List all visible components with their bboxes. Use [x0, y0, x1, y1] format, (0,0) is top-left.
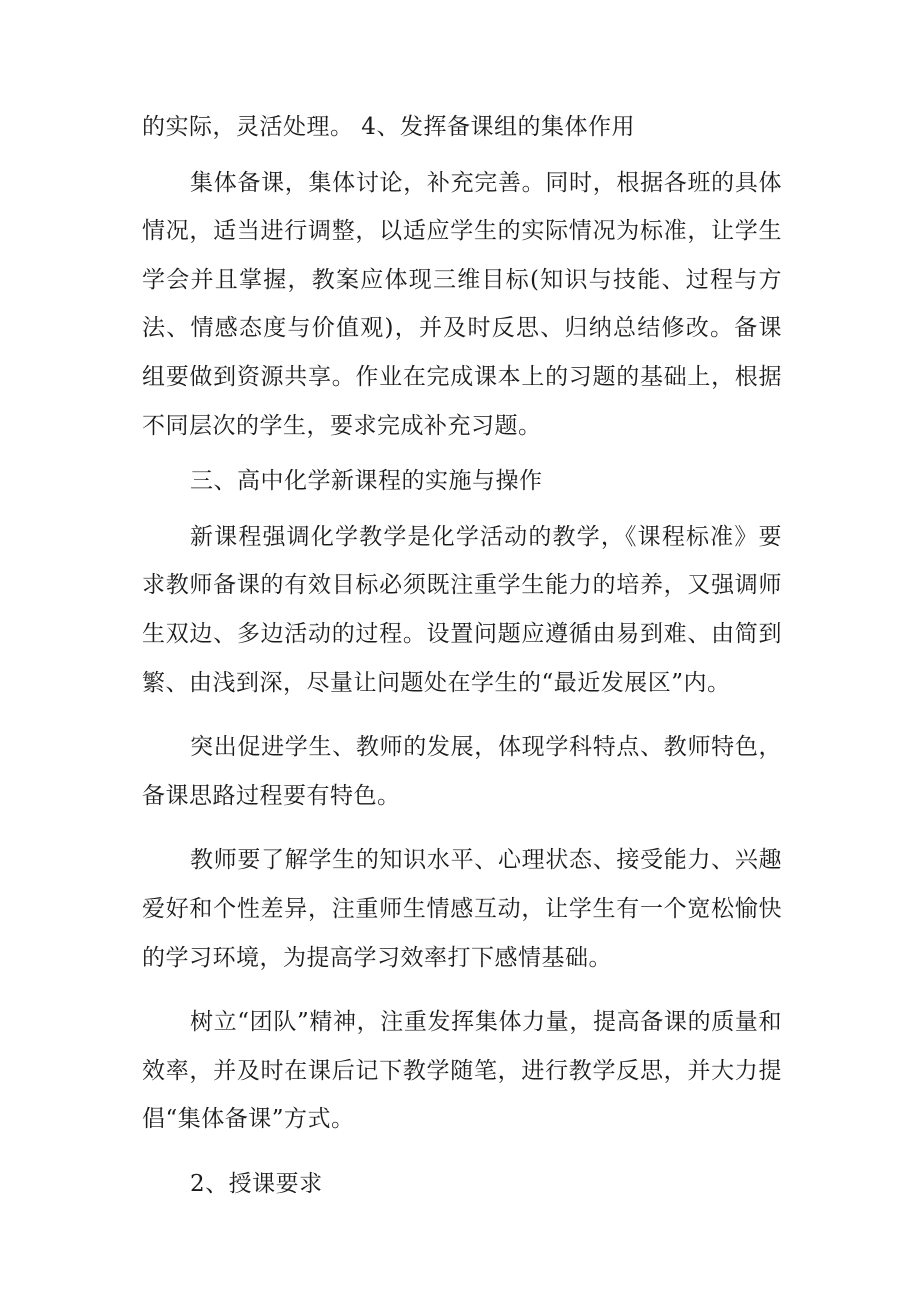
subheading-teaching-requirements: 2、授课要求 [190, 1170, 323, 1197]
paragraph-new-curriculum: 新课程强调化学教学是化学活动的教学，《课程标准》要求教师备课的有效目标必须既注重学生能力的培养，又强调师生双边、多边活动的过程。设置问题应遵循由易到难、由简到繁、由浅到深，尽量让问题处在学生的“最近发展区”内。 [142, 523, 782, 696]
paragraph-team-spirit: 树立“团队”精神，注重发挥集体力量，提高备课的质量和效率，并及时在课后记下教学随笔，进行教学反思，并大力提倡“集体备课”方式。 [142, 1009, 782, 1133]
paragraph-continuation: 的实际，灵活处理。 4、发挥备课组的集体作用 [142, 114, 635, 140]
paragraph-understand-students: 教师要了解学生的知识水平、心理状态、接受能力、兴趣爱好和个性差异，注重师生情感互动，让学生有一个宽松愉快的学习环境，为提高学习效率打下感情基础。 [142, 847, 782, 971]
paragraph-development: 突出促进学生、教师的发展，体现学科特点、教师特色，备课思路过程要有特色。 [142, 734, 782, 809]
document-body [142, 103, 782, 1208]
section-heading-3: 三、高中化学新课程的实施与操作 [190, 468, 543, 495]
paragraph-collective-lesson-prep: 集体备课，集体讨论，补充完善。同时，根据各班的具体情况，适当进行调整，以适应学生的实际情况为标准，让学生学会并且掌握，教案应体现三维目标(知识与技能、过程与方法、情感态度与价值观)，并及时反思、归纳总结修改。备课组要做到资源共享。作业在完成课本上的习题的基础上，根据不同层次的学生，要求完成补充习题。 [142, 169, 782, 439]
